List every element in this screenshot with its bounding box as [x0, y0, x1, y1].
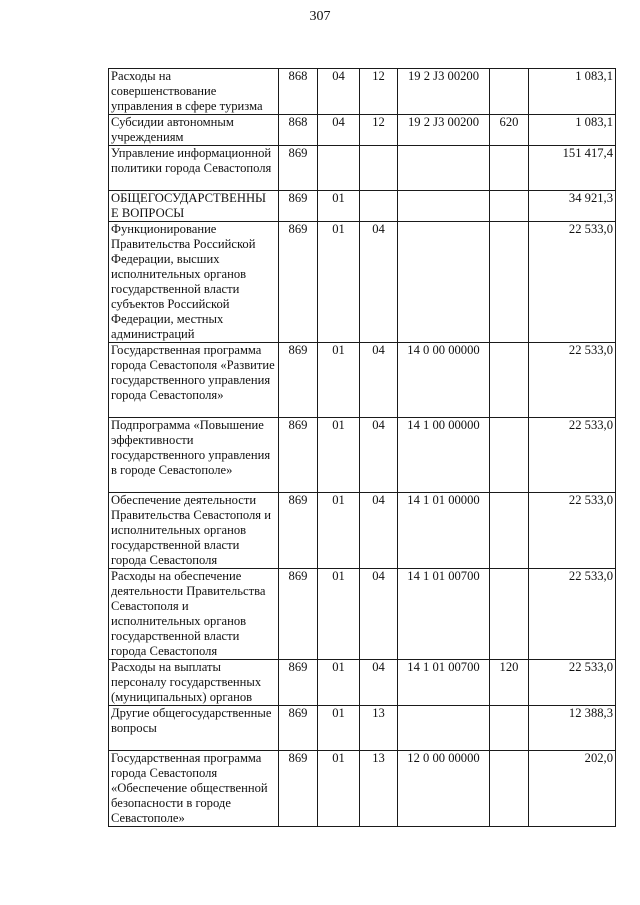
target-article-code: 12 0 00 00000: [398, 751, 490, 827]
item-name: Расходы на совершенствование управления в сфере туризма: [109, 69, 279, 115]
subsection-code: 04: [360, 343, 398, 418]
item-name: Расходы на обеспечение деятельности Правительства Севастополя и исполнительных органов государственной власти города Севастополя: [109, 569, 279, 660]
amount: 202,0: [529, 751, 616, 827]
grbs-code: 869: [279, 418, 318, 493]
expense-type-code: [490, 191, 529, 222]
amount: 22 533,0: [529, 343, 616, 418]
grbs-code: 868: [279, 115, 318, 146]
item-name: Другие общегосударственные вопросы: [109, 706, 279, 751]
grbs-code: 869: [279, 343, 318, 418]
table-row: [109, 660, 616, 706]
section-code: 01: [318, 343, 360, 418]
subsection-code: 04: [360, 660, 398, 706]
section-code: 01: [318, 751, 360, 827]
expense-type-code: [490, 418, 529, 493]
expense-type-code: [490, 706, 529, 751]
section-code: 01: [318, 706, 360, 751]
grbs-code: 869: [279, 222, 318, 343]
target-article-code: 14 1 01 00000: [398, 493, 490, 569]
target-article-code: [398, 191, 490, 222]
expense-type-code: [490, 343, 529, 418]
subsection-code: 04: [360, 493, 398, 569]
subsection-code: 04: [360, 222, 398, 343]
item-name: Государственная программа города Севастополя «Развитие государственного управления города Севастополя»: [109, 343, 279, 418]
expense-type-code: [490, 69, 529, 115]
table-row: [109, 569, 616, 660]
table-row: [109, 222, 616, 343]
section-code: 01: [318, 222, 360, 343]
grbs-code: 869: [279, 191, 318, 222]
subsection-code: 13: [360, 706, 398, 751]
item-name: Субсидии автономным учреждениям: [109, 115, 279, 146]
amount: 151 417,4: [529, 146, 616, 191]
grbs-code: 869: [279, 660, 318, 706]
grbs-code: 868: [279, 69, 318, 115]
grbs-code: 869: [279, 493, 318, 569]
target-article-code: 14 1 00 00000: [398, 418, 490, 493]
expense-type-code: 120: [490, 660, 529, 706]
subsection-code: 13: [360, 751, 398, 827]
section-code: 01: [318, 569, 360, 660]
subsection-code: 12: [360, 69, 398, 115]
amount: 1 083,1: [529, 115, 616, 146]
item-name: Подпрограмма «Повышение эффективности государственного управления в городе Севастополе»: [109, 418, 279, 493]
subsection-code: 04: [360, 418, 398, 493]
page-number: 307: [309, 9, 331, 24]
amount: 22 533,0: [529, 493, 616, 569]
amount: 12 388,3: [529, 706, 616, 751]
table-row: [109, 418, 616, 493]
target-article-code: 19 2 J3 00200: [398, 115, 490, 146]
table-row: [109, 751, 616, 827]
expense-type-code: [490, 569, 529, 660]
target-article-code: 14 0 00 00000: [398, 343, 490, 418]
target-article-code: [398, 146, 490, 191]
item-name: ОБЩЕГОСУДАРСТВЕННЫ Е ВОПРОСЫ: [109, 191, 279, 222]
target-article-code: 19 2 J3 00200: [398, 69, 490, 115]
expense-type-code: [490, 222, 529, 343]
table-row: [109, 115, 616, 146]
grbs-code: 869: [279, 751, 318, 827]
section-code: 04: [318, 115, 360, 146]
section-code: 01: [318, 493, 360, 569]
item-name: Расходы на выплаты персоналу государственных (муниципальных) органов: [109, 660, 279, 706]
subsection-code: 04: [360, 569, 398, 660]
target-article-code: 14 1 01 00700: [398, 569, 490, 660]
budget-table: [108, 68, 616, 827]
table-row: [109, 706, 616, 751]
expense-type-code: [490, 146, 529, 191]
section-code: 01: [318, 191, 360, 222]
item-name: Государственная программа города Севастополя «Обеспечение общественной безопасности в городе Севастополе»: [109, 751, 279, 827]
table-row: [109, 493, 616, 569]
item-name: Обеспечение деятельности Правительства Севастополя и исполнительных органов государственной власти города Севастополя: [109, 493, 279, 569]
section-code: 01: [318, 660, 360, 706]
table-row: [109, 146, 616, 191]
table-row: [109, 191, 616, 222]
item-name: Функционирование Правительства Российской Федерации, высших исполнительных органов государственной власти субъектов Российской Федерации, местных администраций: [109, 222, 279, 343]
amount: 34 921,3: [529, 191, 616, 222]
subsection-code: [360, 146, 398, 191]
grbs-code: 869: [279, 146, 318, 191]
grbs-code: 869: [279, 569, 318, 660]
amount: 22 533,0: [529, 660, 616, 706]
expense-type-code: 620: [490, 115, 529, 146]
amount: 1 083,1: [529, 69, 616, 115]
section-code: 04: [318, 69, 360, 115]
table-row: [109, 69, 616, 115]
target-article-code: [398, 222, 490, 343]
amount: 22 533,0: [529, 569, 616, 660]
expense-type-code: [490, 493, 529, 569]
expense-type-code: [490, 751, 529, 827]
target-article-code: [398, 706, 490, 751]
amount: 22 533,0: [529, 222, 616, 343]
subsection-code: [360, 191, 398, 222]
section-code: 01: [318, 418, 360, 493]
section-code: [318, 146, 360, 191]
amount: 22 533,0: [529, 418, 616, 493]
subsection-code: 12: [360, 115, 398, 146]
grbs-code: 869: [279, 706, 318, 751]
target-article-code: 14 1 01 00700: [398, 660, 490, 706]
item-name: Управление информационной политики города Севастополя: [109, 146, 279, 191]
table-row: [109, 343, 616, 418]
